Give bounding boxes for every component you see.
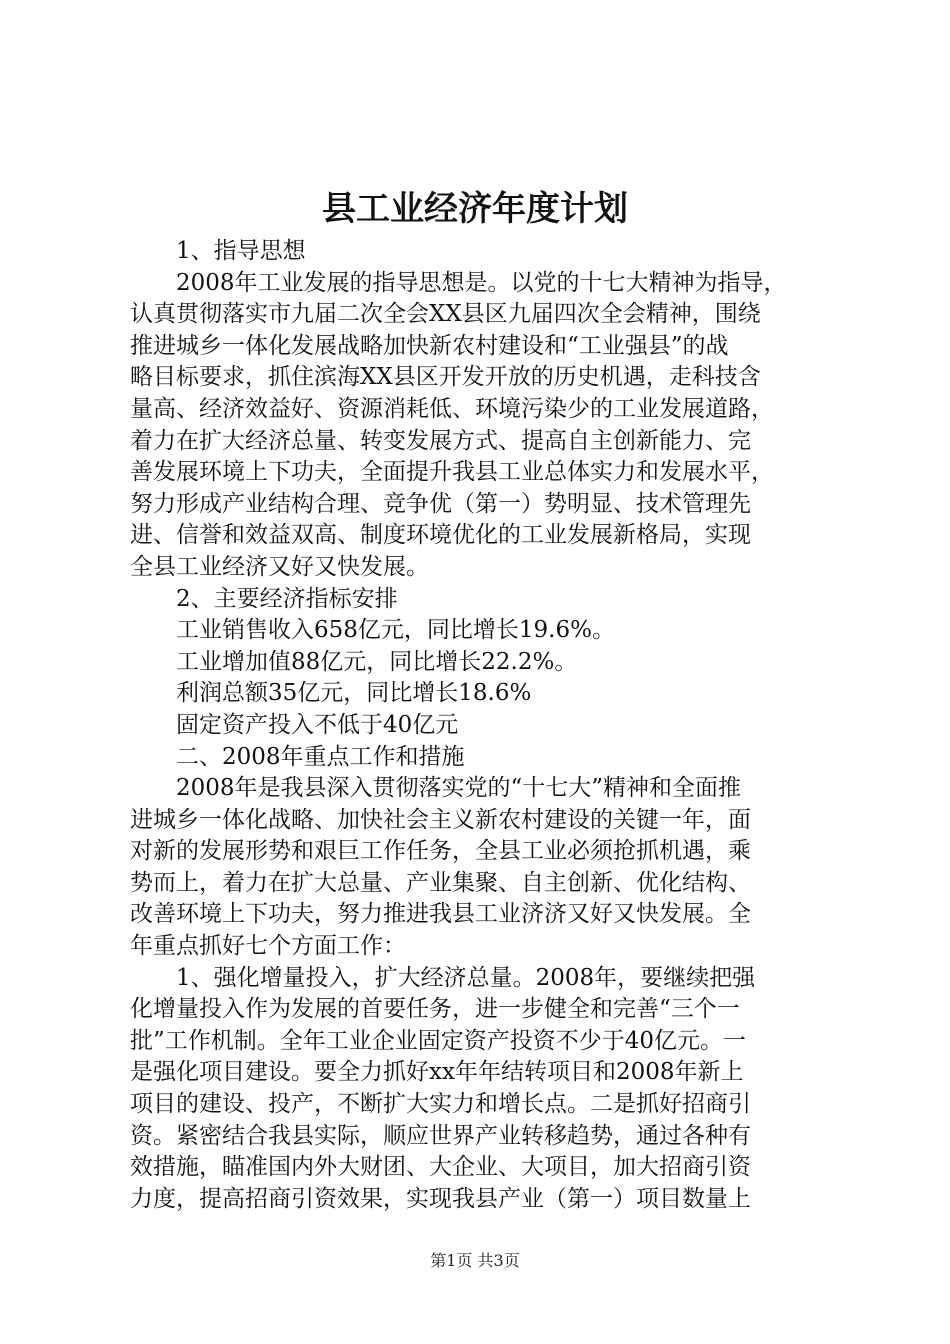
text-line: 1、指导思想 xyxy=(176,238,306,264)
text-line: 工业增加值88亿元，同比增长22.2%。 xyxy=(176,648,578,675)
text-line: 工业销售收入658亿元，同比增长19.6%。 xyxy=(176,617,615,644)
paragraph xyxy=(130,994,830,1215)
text-line: 年重点抓好七个方面工作： xyxy=(130,933,406,960)
text-line: 2、主要经济指标安排 xyxy=(176,585,398,612)
paragraph xyxy=(130,299,830,583)
paragraph xyxy=(130,236,830,268)
text-line: 善发展环境上下功夫，全面提升我县工业总体实力和发展水平， xyxy=(130,459,774,486)
text-line: 二、2008年重点工作和措施 xyxy=(176,743,465,770)
text-line: 利润总额35亿元，同比增长18.6% xyxy=(176,680,532,707)
paragraph xyxy=(130,805,830,963)
text-line: 势而上，着力在扩大总量、产业集聚、自主创新、优化结构、 xyxy=(130,869,751,896)
text-line: 进、信誉和效益双高、制度环境优化的工业发展新格局，实现 xyxy=(130,522,751,549)
section-heading xyxy=(130,742,830,774)
text-line: 固定资产投入不低于40亿元 xyxy=(176,711,459,738)
paragraph xyxy=(130,773,830,805)
text-line: 进城乡一体化战略、加快社会主义新农村建设的关键一年，面 xyxy=(130,806,751,833)
text-line: 略目标要求，抓住滨海XX县区开发开放的历史机遇，走科技含 xyxy=(130,364,761,391)
document-title: 县工业经济年度计划 xyxy=(322,189,628,229)
paragraph xyxy=(130,615,830,647)
text-line: 效措施，瞄准国内外大财团、大企业、大项目，加大招商引资 xyxy=(130,1154,751,1181)
paragraph xyxy=(130,678,830,710)
document-body xyxy=(130,236,830,1215)
text-line: 2008年工业发展的指导思想是。以党的十七大精神为指导， xyxy=(176,269,787,296)
paragraph xyxy=(130,963,830,995)
text-line: 2008年是我县深入贯彻落实党的“十七大”精神和全面推 xyxy=(176,775,742,802)
paragraph xyxy=(130,268,830,300)
text-line: 批”工作机制。全年工业企业固定资产投资不少于40亿元。一 xyxy=(130,1027,747,1054)
text-line: 改善环境上下功夫，努力推进我县工业济济又好又快发展。全 xyxy=(130,901,751,928)
text-line: 项目的建设、投产，不断扩大实力和增长点。二是抓好招商引 xyxy=(130,1091,751,1118)
text-line: 1、强化增量投入，扩大经济总量。2008年，要继续把强 xyxy=(176,964,756,991)
paragraph xyxy=(130,710,830,742)
text-line: 对新的发展形势和艰巨工作任务，全县工业必须抢抓机遇，乘 xyxy=(130,838,751,865)
text-line: 是强化项目建设。要全力抓好xx年年结转项目和2008年新上 xyxy=(130,1059,744,1086)
text-line: 力度，提高招商引资效果，实现我县产业（第一）项目数量上 xyxy=(130,1185,751,1212)
page-footer: 第1页 共3页 xyxy=(430,1251,520,1270)
text-line: 认真贯彻落实市九届二次全会XX县区九届四次全会精神，围绕 xyxy=(130,301,761,328)
text-line: 化增量投入作为发展的首要任务，进一步健全和完善“三个一 xyxy=(130,996,740,1023)
text-line: 推进城乡一体化发展战略加快新农村建设和“工业强县”的战 xyxy=(130,332,729,359)
text-line: 着力在扩大经济总量、转变发展方式、提高自主创新能力、完 xyxy=(130,427,751,454)
paragraph xyxy=(130,584,830,616)
text-line: 资。紧密结合我县实际，顺应世界产业转移趋势，通过各种有 xyxy=(130,1122,751,1149)
text-line: 全县工业经济又好又快发展。 xyxy=(130,553,429,580)
text-line: 量高、经济效益好、资源消耗低、环境污染少的工业发展道路， xyxy=(130,395,774,422)
paragraph xyxy=(130,647,830,679)
text-line: 努力形成产业结构合理、竞争优（第一）势明显、技术管理先 xyxy=(130,490,751,517)
